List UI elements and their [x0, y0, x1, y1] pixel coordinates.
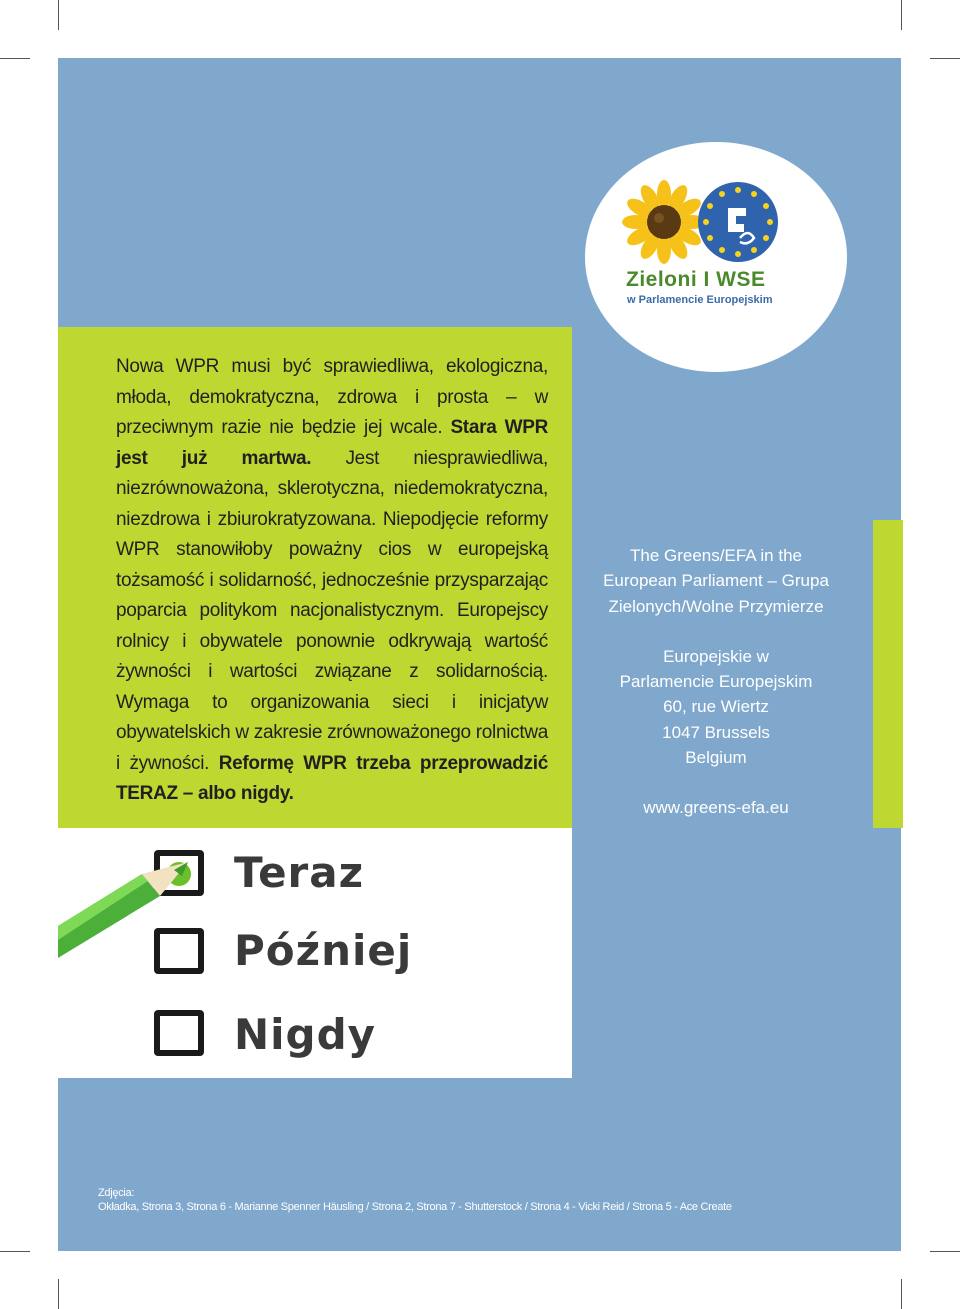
logo-subtitle: w Parlamencie Europejskim	[627, 294, 773, 306]
main-text-bold2: Reformę WPR trzeba przeprowadzić TERAZ – albo nigdy.	[116, 752, 548, 804]
main-text-bold1: Stara WPR jest już martwa.	[116, 417, 548, 469]
option-label-pozniej: Później	[234, 926, 413, 975]
crop-mark	[58, 1279, 59, 1309]
contact-line: European Parliament – Grupa	[603, 571, 829, 591]
crop-mark	[0, 1251, 30, 1252]
green-pencil-icon	[58, 848, 198, 968]
contact-gap	[586, 619, 846, 644]
sunflower-eu-stars-logo-icon	[616, 178, 786, 270]
main-text-part1: Nowa WPR musi być sprawiedliwa, ekologiczna, młoda, demokratyczna, zdrowa i prosta – w przeciwnym razie nie będzie jej wcale.	[116, 356, 548, 438]
green-side-strip	[873, 520, 903, 828]
main-text-part2: Jest niesprawiedliwa, niezrównoważona, sklerotyczna, niedemokratyczna, niezdrowa i zbiurokratyzowana. Niepodjęcie reformy WPR stanowiłoby poważny cios w europejską tożsamość i solidarność, jednocześnie przysparzając poparcia politykom nacjonalistycznym. Europejscy rolnicy i obywatele ponownie odkrywają wartość żywności i wartości związane z solidarnością. Wymaga to organizowania sieci i inicjatyw obywatelskich w zakresie zrównoważonego rolnictwa i żywności.	[116, 447, 549, 774]
crop-mark	[901, 0, 902, 30]
contact-line: 1047 Brussels	[662, 722, 770, 742]
main-paragraph	[116, 352, 548, 810]
crop-mark	[930, 1251, 960, 1252]
crop-mark	[930, 58, 960, 59]
credits-heading: Zdjęcia:	[98, 1187, 135, 1199]
option-label-teraz: Teraz	[234, 848, 365, 897]
checkbox-nigdy[interactable]	[154, 1010, 204, 1056]
contact-gap	[586, 770, 846, 795]
photo-credits	[98, 1186, 858, 1214]
contact-line: Belgium	[685, 748, 747, 768]
credits-text: Okładka, Strona 3, Strona 6 - Marianne Spenner Häusling / Strona 2, Strona 7 - Shutterstock / Strona 4 - Vicki Reid / Strona 5 - Ace Create	[98, 1201, 732, 1213]
logo-name: Zieloni I WSE	[626, 268, 766, 291]
website-link[interactable]: www.greens-efa.eu	[643, 798, 789, 818]
crop-mark	[58, 0, 59, 30]
contact-line: 60, rue Wiertz	[663, 697, 769, 717]
option-label-nigdy: Nigdy	[234, 1010, 377, 1059]
contact-line: The Greens/EFA in the	[630, 546, 802, 565]
crop-mark	[901, 1279, 902, 1309]
crop-mark	[0, 58, 30, 59]
contact-line: Europejskie w	[663, 646, 769, 666]
contact-info	[586, 543, 846, 821]
contact-line: Parlamencie Europejskim	[619, 672, 813, 692]
contact-line: Zielonych/Wolne Przymierze	[608, 596, 824, 616]
